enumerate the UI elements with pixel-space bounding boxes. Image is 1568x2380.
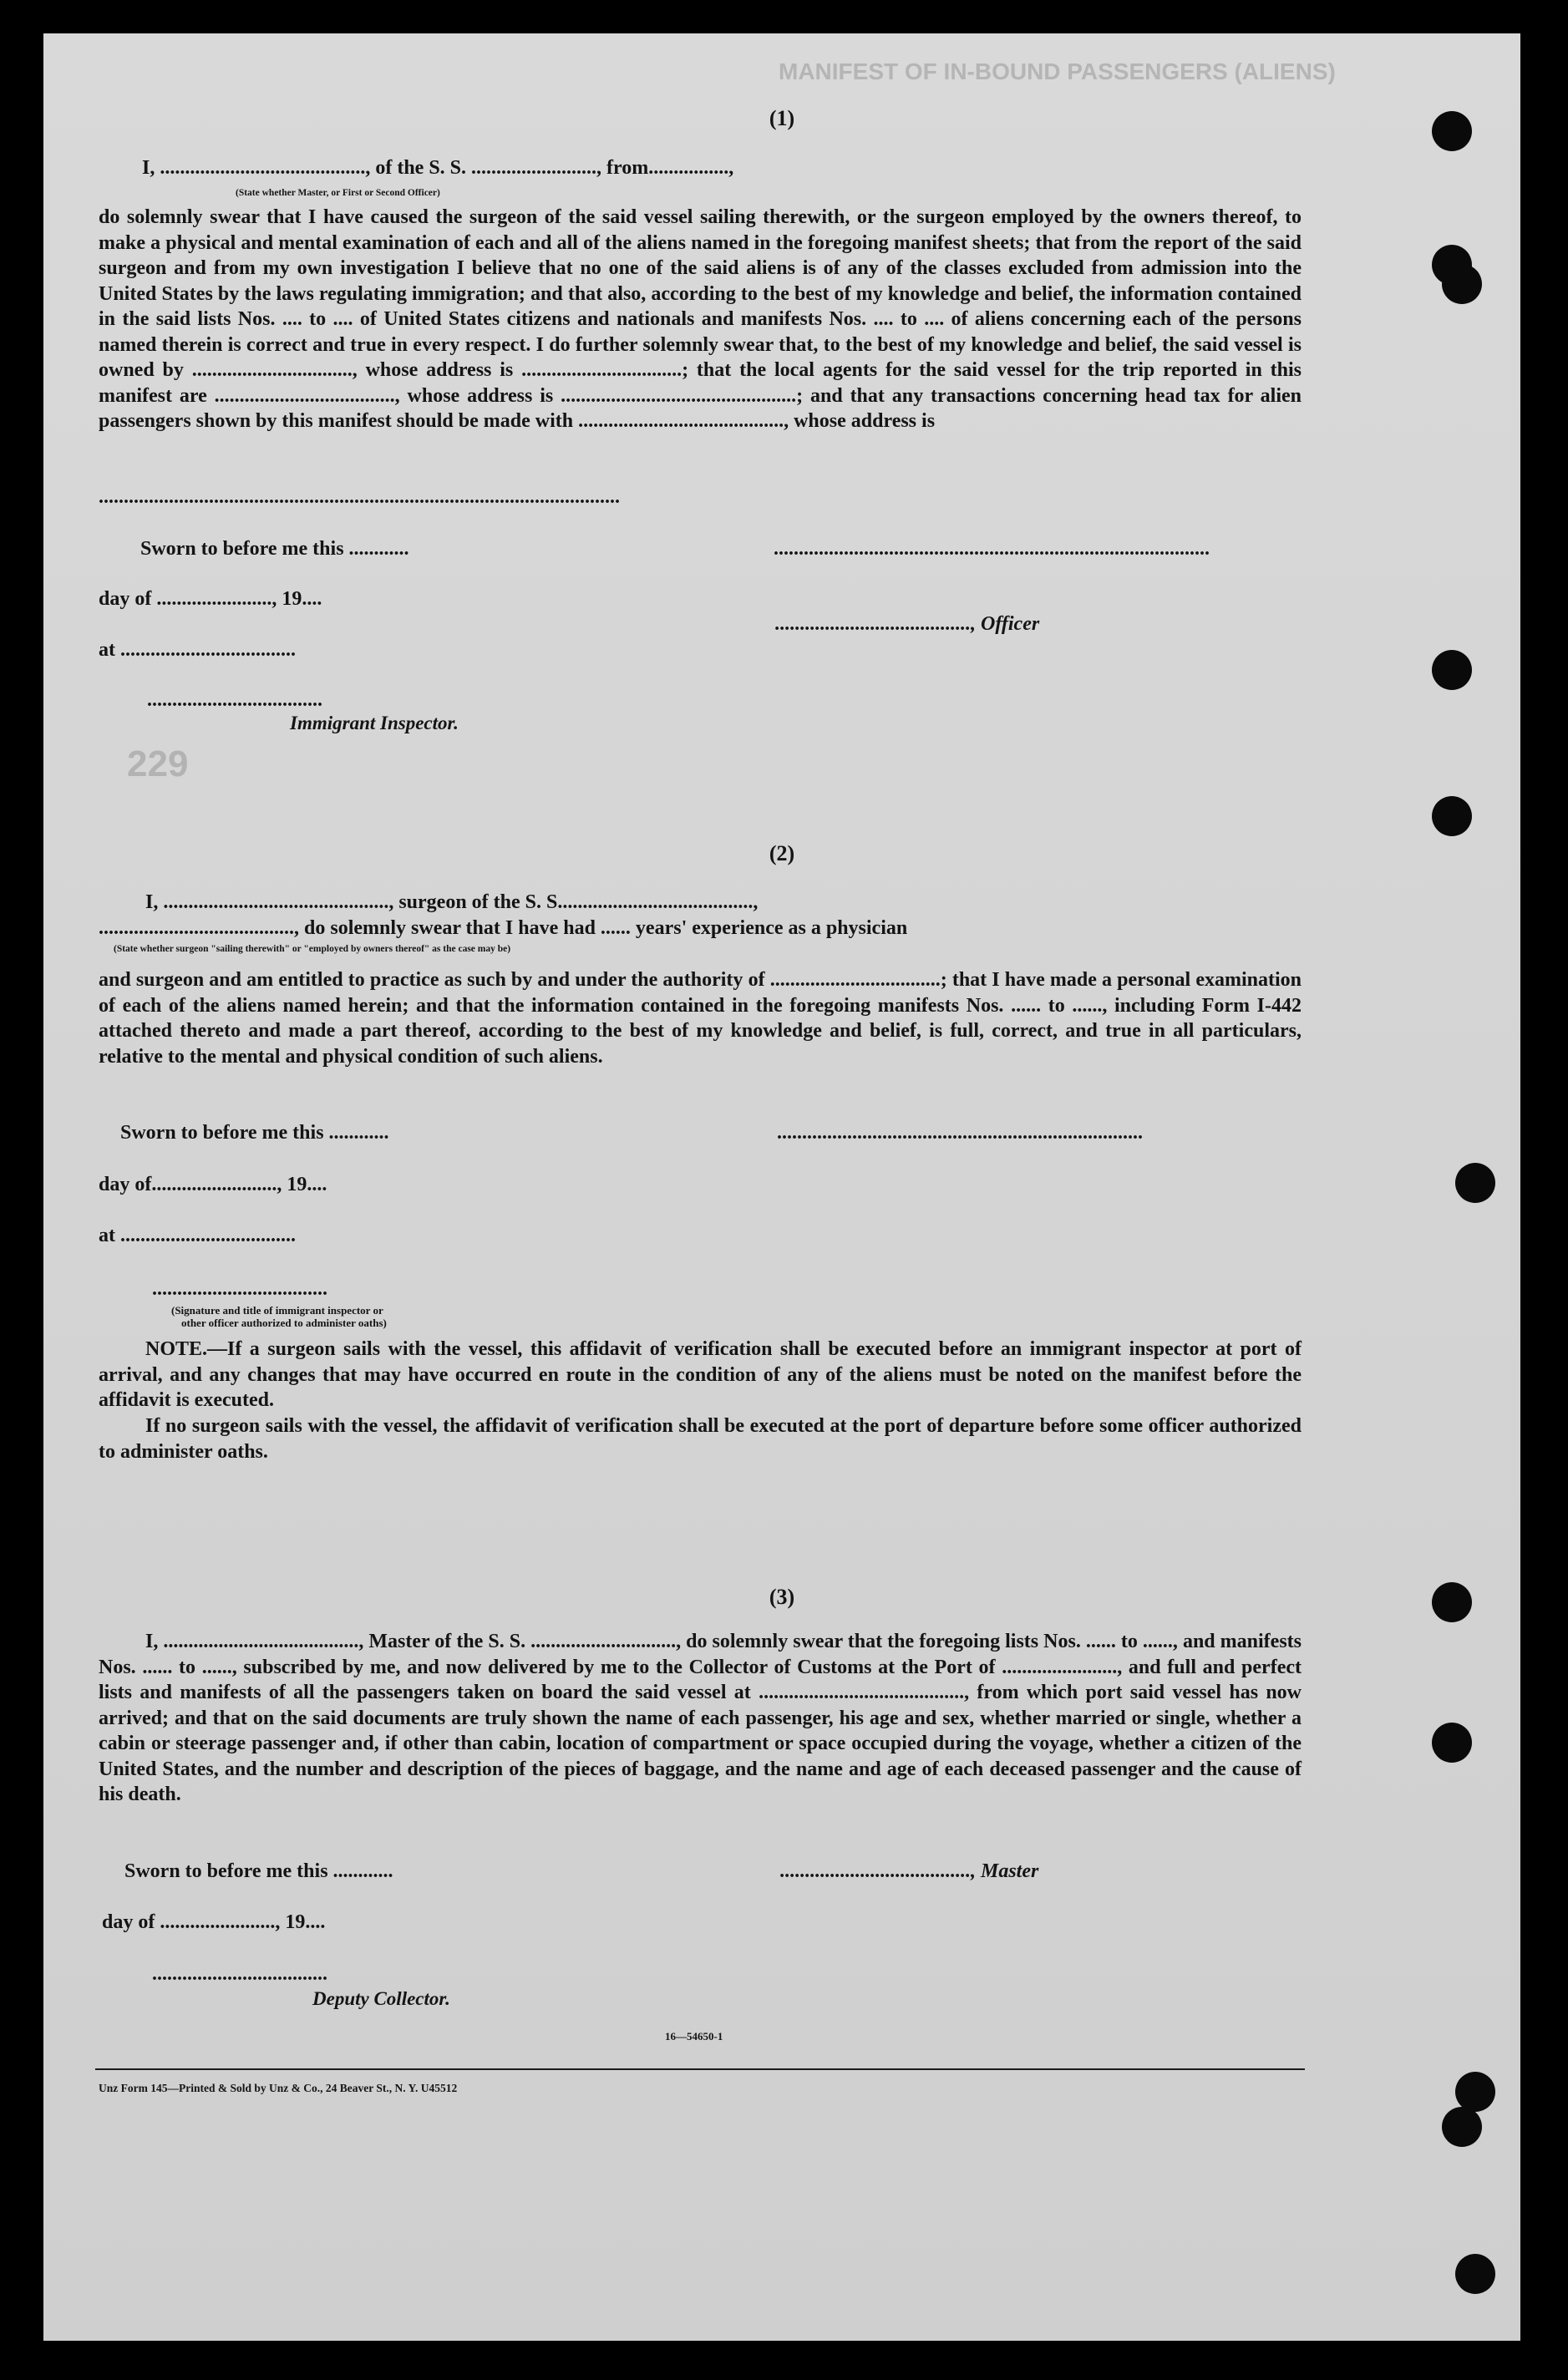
section-2-oath-text: and surgeon and am entitled to practice as such by and under the authority of ..................................; that I have made a personal examination of each of the aliens named herein; and that the information contained in the foregoing manifests Nos. ...... to ......, including Form I-442 attached thereto and made a part thereof, according to the best of my knowledge and belief, is full, correct, and true in all particulars, relative to the mental and physical condition of such aliens. — [99, 969, 1302, 1068]
section-2-opening-line: I, ............................................., surgeon of the S. S......................................., — [145, 891, 759, 913]
punch-hole — [1432, 1723, 1472, 1763]
section-2-at-line: at ................................... — [99, 1225, 296, 1246]
punch-hole — [1432, 650, 1472, 690]
section-1-oath-text: do solemnly swear that I have caused the surgeon of the said vessel sailing therewith, or the surgeon employed by the owners thereof, to make a physical and mental examination of each and all of the aliens named in the foregoing manifest sheets; that from the report of the said surgeon and from my own investigation I believe that no one of the said aliens is of any of the classes excluded from admission into the United States by the laws regulating immigration; and that also, according to the best of my knowledge and belief, the information contained in the said lists Nos. .... to .... of United States citizens and nationals and manifests Nos. .... to .... of aliens concerning each of the persons named therein is correct and true in every respect. I do further solemnly swear that, to the best of my knowledge and belief, the said vessel is owned by ................................, whose address is ................................; that the local agents for the said vessel for the trip reported in this manifest are ...................................., whose address is ...............................................; and that any transactions concerning head tax for alien passengers shown by this manifest should be made with ........................................., whose address is — [99, 206, 1302, 432]
footer-rule — [95, 2068, 1305, 2070]
bleed-through-mark: 229 — [127, 743, 189, 784]
section-3-oath-text: I, ......................................., Master of the S. S. ............................., do solemnly swear that the foregoing lists Nos. ...... to ......, and manifests Nos. ...... to ......, subscribed by me, and now delivered by me to the Collector of Customs at the Port of ......................., and full and perfect lists and manifests of all the passengers taken on board the said vessel at ........................................., from which port said vessel has now arrived; and that on the said documents are truly shown the name of each passenger, his age and sex, whether married or single, whether a cabin or steerage passenger and, if other than cabin, location of compartment or space occupied during the voyage, whether a citizen of the United States, and the number and description of the pieces of baggage, and the name and age of each deceased passenger and the cause of his death. — [99, 1631, 1302, 1805]
section-1-trailing-dots: ........................................................................................................ — [99, 486, 620, 508]
punch-hole — [1455, 2254, 1495, 2294]
section-2-note: NOTE.—If a surgeon sails with the vessel, this affidavit of verification shall be executed before an immigrant inspector at port of arrival, and any changes that may have occurred en route in the condition of any of the aliens must be noted on the manifest before the affidavit is executed. — [99, 1338, 1302, 1411]
section-1-opening-line: I, ........................................., of the S. S. ........................., from................, — [142, 157, 734, 179]
section-2-sig-dots: ................................... — [152, 1278, 327, 1300]
section-2-second-line: ......................................., do solemnly swear that I have had ...... years' experience as a physician — [99, 917, 908, 939]
section-1-sworn-line: Sworn to before me this ............ — [140, 538, 409, 560]
punch-hole — [1432, 1582, 1472, 1622]
bleed-through-text: MANIFEST OF IN-BOUND PASSENGERS (ALIENS) — [779, 58, 1336, 84]
punch-hole — [1442, 264, 1482, 304]
section-2-sig-caption-2: other officer authorized to administer oaths) — [181, 1317, 387, 1329]
section-2-day-line: day of........................., 19.... — [99, 1174, 327, 1195]
section-3-number: (3) — [769, 1585, 795, 1609]
section-1-signature-line: ....................................................................................... — [774, 538, 1210, 560]
section-2-number: (2) — [769, 841, 795, 865]
punch-hole — [1455, 2072, 1495, 2112]
section-1-inspector-dots: ................................... — [147, 689, 322, 711]
section-3-collector-caption: Deputy Collector. — [312, 1988, 450, 2009]
section-2-signature-line: ......................................................................... — [777, 1122, 1143, 1144]
section-2-hint: (State whether surgeon "sailing therewith" or "employed by owners thereof" as the case may be) — [114, 944, 511, 954]
section-3-master-line: ......................................, Master — [780, 1860, 1039, 1882]
punch-hole — [1432, 111, 1472, 151]
section-1-day-line: day of ......................., 19.... — [99, 588, 322, 610]
section-1-number: (1) — [769, 106, 795, 130]
section-1-officer-line: ......................................., Officer — [775, 613, 1040, 635]
punch-hole — [1442, 2107, 1482, 2147]
section-3-collector-dots: ................................... — [152, 1963, 327, 1985]
document-page — [43, 33, 1520, 2341]
form-code: 16—54650-1 — [665, 2030, 723, 2043]
section-2-sworn-line: Sworn to before me this ............ — [120, 1122, 389, 1144]
section-2-note-2: If no surgeon sails with the vessel, the affidavit of verification shall be executed at the port of departure before some officer authorized to administer oaths. — [99, 1415, 1302, 1463]
section-2-sig-caption-1: (Signature and title of immigrant inspector or — [171, 1304, 383, 1317]
section-3-day-line: day of ......................., 19.... — [102, 1911, 326, 1933]
section-1-role-hint: (State whether Master, or First or Second Officer) — [236, 188, 440, 198]
section-1-inspector-caption: Immigrant Inspector. — [290, 713, 459, 733]
section-1-at-line: at ................................... — [99, 639, 296, 661]
punch-hole — [1455, 1163, 1495, 1203]
printer-imprint: Unz Form 145—Printed & Sold by Unz & Co., 24 Beaver St., N. Y. U45512 — [99, 2082, 458, 2094]
section-3-sworn-line: Sworn to before me this ............ — [124, 1860, 393, 1882]
punch-hole — [1432, 796, 1472, 836]
